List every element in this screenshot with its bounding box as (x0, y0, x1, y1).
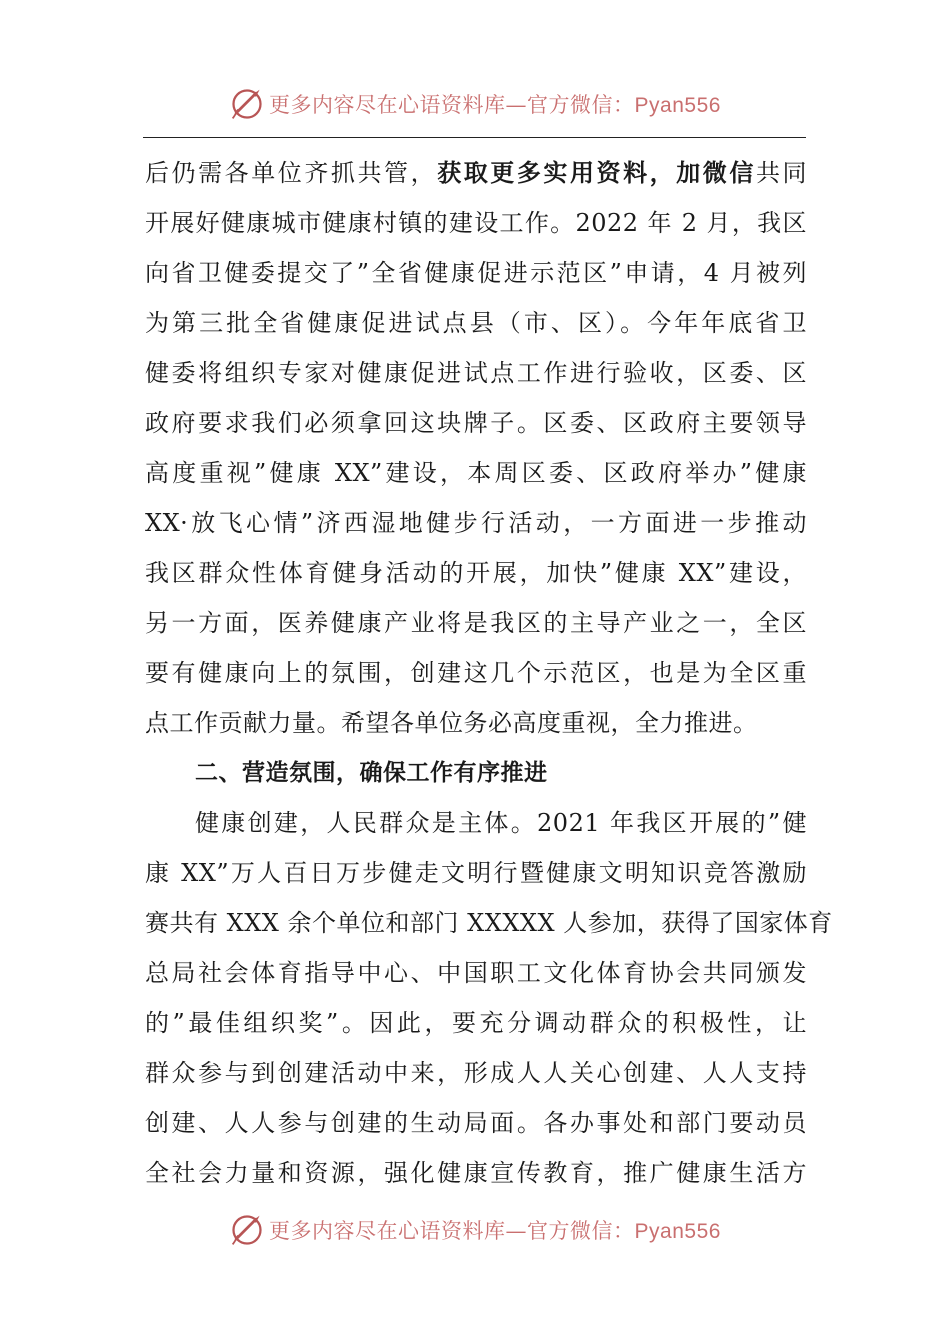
header-wechat-id: Pyan556 (634, 94, 721, 117)
text-line: 开展好健康城市健康村镇的建设工作。2022 年 2 月，我区 (145, 209, 807, 237)
text-line: 康 XX”万人百日万步健走文明行暨健康文明知识竞答激励 (145, 859, 807, 887)
text-line: XX·放飞心情”济西湿地健步行活动，一方面进一步推动 (145, 509, 807, 537)
footer-banner-text: 更多内容尽在心语资料库—官方微信：Pyan556 (269, 1219, 721, 1243)
header-rule (143, 137, 806, 138)
text-line: 向省卫健委提交了”全省健康促进示范区”申请，4 月被列 (145, 259, 807, 287)
text-line: 总局社会体育指导中心、中国职工文化体育协会共同颁发 (145, 959, 807, 987)
text-line: 群众参与到创建活动中来，形成人人关心创建、人人支持 (145, 1059, 807, 1087)
text-line: 另一方面，医养健康产业将是我区的主导产业之一，全区 (145, 609, 807, 637)
text-line: 为第三批全省健康促进试点县（市、区）。今年年底省卫 (145, 309, 807, 337)
document-body (145, 148, 833, 1198)
text-line: 赛共有 XXX 余个单位和部门 XXXXX 人参加，获得了国家体育 (145, 909, 833, 937)
text-line: 要有健康向上的氛围，创建这几个示范区，也是为全区重 (145, 659, 807, 687)
text-line: 全社会力量和资源，强化健康宣传教育，推广健康生活方 (145, 1159, 807, 1187)
text-line: 的”最佳组织奖”。因此，要充分调动群众的积极性，让 (145, 1009, 807, 1037)
text-line: 健委将组织专家对健康促进试点工作进行验收，区委、区 (145, 359, 807, 387)
text-line: 后仍需各单位齐抓共管，获取更多实用资料，加微信共同 (145, 159, 807, 187)
pen-logo-icon (229, 1212, 265, 1248)
pen-logo-icon (229, 86, 265, 122)
text-line: 高度重视”健康 XX”建设，本周区委、区政府举办”健康 (145, 459, 807, 487)
header-banner-text: 更多内容尽在心语资料库—官方微信：Pyan556 (269, 93, 721, 117)
footer-banner (0, 1210, 950, 1250)
section-heading: 二、营造氛围，确保工作有序推进 (195, 760, 548, 786)
paragraph-first-line: 健康创建，人民群众是主体。2021 年我区开展的”健 (195, 809, 807, 837)
text-line: 创建、人人参与创建的生动局面。各办事处和部门要动员 (145, 1109, 807, 1137)
header-banner (0, 84, 950, 124)
text-line: 点工作贡献力量。希望各单位务必高度重视，全力推进。 (145, 709, 758, 737)
text-line: 政府要求我们必须拿回这块牌子。区委、区政府主要领导 (145, 409, 807, 437)
promo-bold-text: 获取更多实用资料，加微信 (437, 159, 756, 187)
footer-wechat-id: Pyan556 (634, 1220, 721, 1243)
text-line: 我区群众性体育健身活动的开展，加快”健康 XX”建设， (145, 559, 807, 587)
